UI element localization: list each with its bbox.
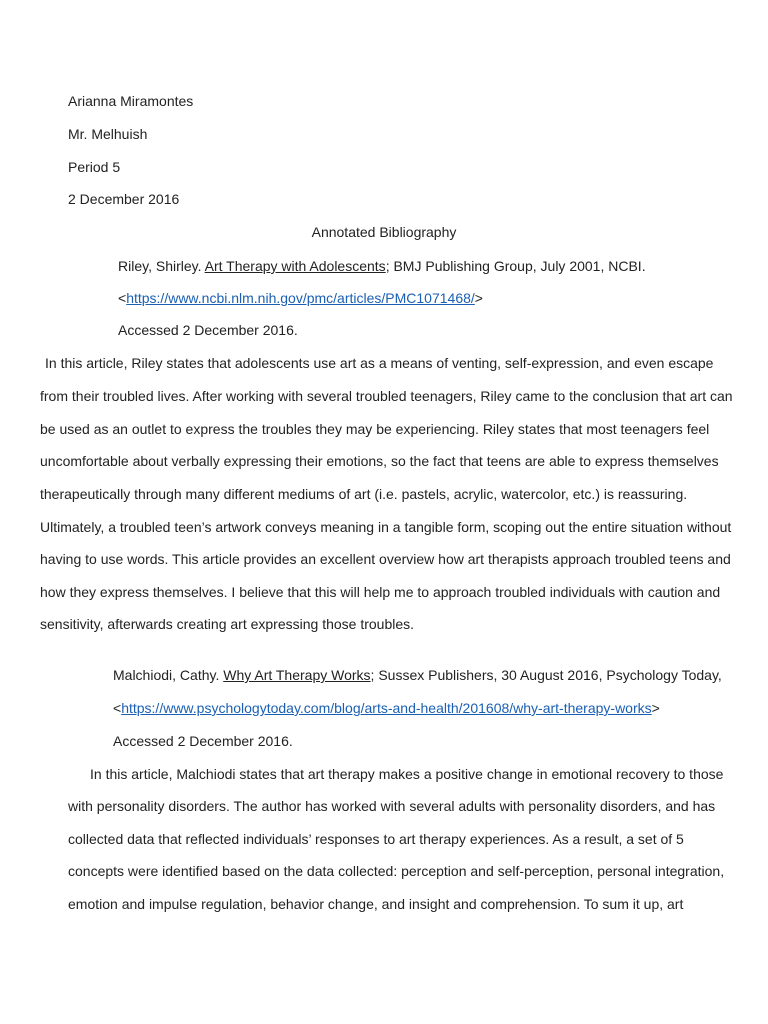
citation-publisher: ; Sussex Publishers, 30 August 2016, Psychology Today, (370, 667, 722, 683)
annotation-line: therapeutically through many different mediums of art (i.e. pastels, acrylic, watercolor, etc.) is reassuring. (40, 486, 688, 502)
document-title: Annotated Bibliography (311, 224, 457, 240)
annotation-line: uncomfortable about verbally expressing their emotions, so the fact that teens are able to express themselves (40, 453, 719, 469)
citation-author: Malchiodi, Cathy. (113, 667, 224, 683)
url-close-bracket: > (651, 700, 660, 716)
annotation-line: collected data that reflected individuals’ responses to art therapy experiences. As a result, a set of 5 (68, 831, 684, 847)
annotation-line: emotion and impulse regulation, behavior change, and insight and comprehension. To sum it up, art (68, 896, 684, 912)
citation-url-line (118, 289, 483, 307)
annotation-line: how they express themselves. I believe that this will help me to approach troubled individuals with caution and (40, 584, 721, 600)
teacher-name: Mr. Melhuish (68, 126, 148, 142)
citation-work-title: Art Therapy with Adolescents (204, 258, 386, 274)
citation-line-1 (113, 666, 722, 684)
annotation-line: be used as an outlet to express the troubles they may be experiencing. Riley states that most teenagers feel (40, 421, 710, 437)
annotation-line: with personality disorders. The author has worked with several adults with personality disorders, and has (68, 798, 716, 814)
citation-accessed: Accessed 2 December 2016. (118, 322, 298, 338)
citation-line-1 (118, 257, 646, 275)
annotation-line: from their troubled lives. After working with several troubled teenagers, Riley came to the conclusion that art can (40, 388, 733, 404)
annotation-line: In this article, Malchiodi states that art therapy makes a positive change in emotional recovery to those (90, 766, 724, 782)
citation-publisher: ; BMJ Publishing Group, July 2001, NCBI. (385, 258, 646, 274)
citation-accessed: Accessed 2 December 2016. (113, 733, 293, 749)
annotation-line: concepts were identified based on the data collected: perception and self-perception, personal integration, (68, 863, 725, 879)
citation-work-title: Why Art Therapy Works (223, 667, 371, 683)
annotation-line: having to use words. This article provides an excellent overview how art therapists approach troubled teens and (40, 551, 731, 567)
url-close-bracket: > (474, 290, 483, 306)
document-date: 2 December 2016 (68, 191, 180, 207)
student-name: Arianna Miramontes (68, 93, 194, 109)
annotation-line: Ultimately, a troubled teen’s artwork conveys meaning in a tangible form, scoping out the entire situation without (40, 519, 732, 535)
annotation-line: sensitivity, afterwards creating art expressing those troubles. (40, 616, 415, 632)
class-period: Period 5 (68, 159, 121, 175)
citation-url-link[interactable]: https://www.psychologytoday.com/blog/arts-and-health/201608/why-art-therapy-works (121, 700, 652, 716)
url-open-bracket: < (113, 700, 122, 716)
annotation-line: In this article, Riley states that adolescents use art as a means of venting, self-expression, and even escape (45, 355, 714, 371)
citation-url-line (113, 699, 660, 717)
url-open-bracket: < (118, 290, 127, 306)
citation-author: Riley, Shirley. (118, 258, 205, 274)
citation-url-link[interactable]: https://www.ncbi.nlm.nih.gov/pmc/articles/PMC1071468/ (126, 290, 475, 306)
